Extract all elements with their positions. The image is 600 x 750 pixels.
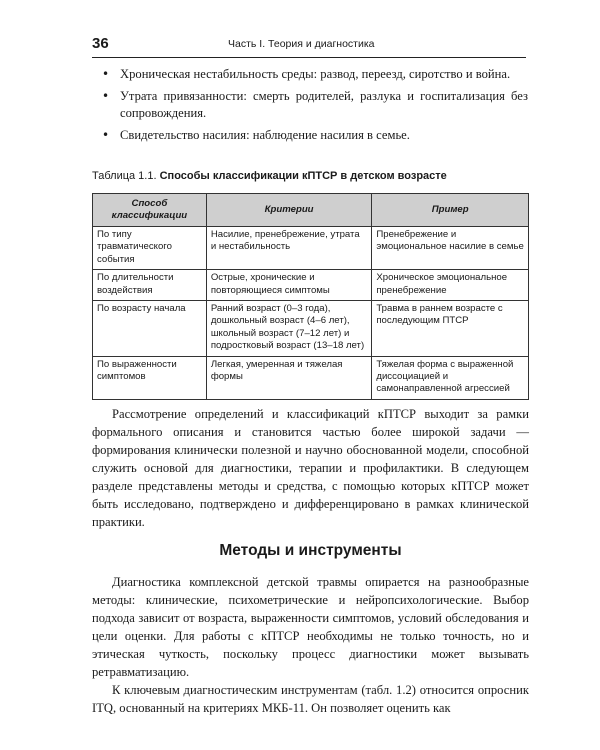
table-row	[93, 301, 529, 357]
table-row	[93, 356, 529, 399]
table-cell: Легкая, умеренная и тяжелая формы	[206, 356, 372, 399]
classification-table	[92, 193, 529, 400]
table-cell: По типу травматического события	[93, 227, 207, 270]
list-item-text: Хроническая нестабильность среды: развод, переезд, сиротство и война.	[120, 67, 511, 81]
running-head: Часть I. Теория и диагностика	[228, 38, 375, 50]
page-header	[92, 33, 526, 58]
table-cell: Травма в раннем возрасте с последующим ПТСР	[372, 301, 529, 357]
table-cell: Насилие, пренебрежение, утрата и нестабильность	[206, 227, 372, 270]
bullet-marker: •	[102, 67, 110, 81]
table-cell: Хроническое эмоциональное пренебрежение	[372, 270, 529, 301]
table-caption	[92, 170, 532, 182]
column-header: Пример	[372, 194, 529, 227]
table-cell: По возрасту начала	[93, 301, 207, 357]
list-item	[98, 127, 528, 145]
table-row	[93, 270, 529, 301]
table-caption-title: Способы классификации кПТСР в детском возрасте	[159, 170, 447, 182]
body-paragraph: Диагностика комплексной детской травмы опирается на разнообразные методы: клинические, психометрические и нейропсихологические. Выбор подхода зависит от возраста, выраженности симптомов, условий обследования и цели оценки. Для работы с кПТСР необходимы не только точность, но и этическая чуткость, поскольку процесс диагностики может вызывать ретравматизацию.	[92, 575, 529, 679]
bullet-marker: •	[102, 88, 110, 103]
list-item	[98, 88, 528, 123]
table-cell: Ранний возраст (0–3 года), дошкольный возраст (4–6 лет), школьный возраст (7–12 лет) и подростковый возраст (13–18 лет)	[206, 301, 372, 357]
table-cell: Острые, хронические и повторяющиеся симптомы	[206, 270, 372, 301]
table-cell: Тяжелая форма с выраженной диссоциацией и самонаправленной агрессией	[372, 356, 529, 399]
body-paragraph: Рассмотрение определений и классификаций кПТСР выходит за рамки формального описания и становится частью более широкой задачи — формирования клинически полезной и научно обоснованной модели, способной служить основой для диагностики, терапии и профилактики. В следующем разделе представлены методы и средства, с помощью которых кПТСР может быть исследовано, подтверждено и дифференцировано в рамках клинической практики.	[92, 407, 529, 529]
column-header: Способ классификации	[93, 194, 207, 227]
table-cell: Пренебрежение и эмоциональное насилие в семье	[372, 227, 529, 270]
table-header-row	[93, 194, 529, 227]
column-header: Критерии	[206, 194, 372, 227]
table-cell: По длительности воздействия	[93, 270, 207, 301]
table-row	[93, 227, 529, 270]
body-paragraph: К ключевым диагностическим инструментам (табл. 1.2) относится опросник ITQ, основанный на критериях МКБ-11. Он позволяет оценить как	[92, 683, 529, 715]
page-number: 36	[92, 35, 109, 52]
list-item	[98, 66, 528, 84]
list-item-text: Утрата привязанности: смерть родителей, разлука и госпитализация без сопровождения.	[120, 88, 528, 120]
bullet-marker: •	[102, 127, 110, 142]
bullet-list	[98, 66, 528, 148]
section-heading: Методы и инструменты	[219, 542, 402, 559]
table-caption-label: Таблица 1.1.	[92, 170, 157, 182]
table-cell: По выраженности симптомов	[93, 356, 207, 399]
list-item-text: Свидетельство насилия: наблюдение насилия в семье.	[120, 127, 410, 142]
